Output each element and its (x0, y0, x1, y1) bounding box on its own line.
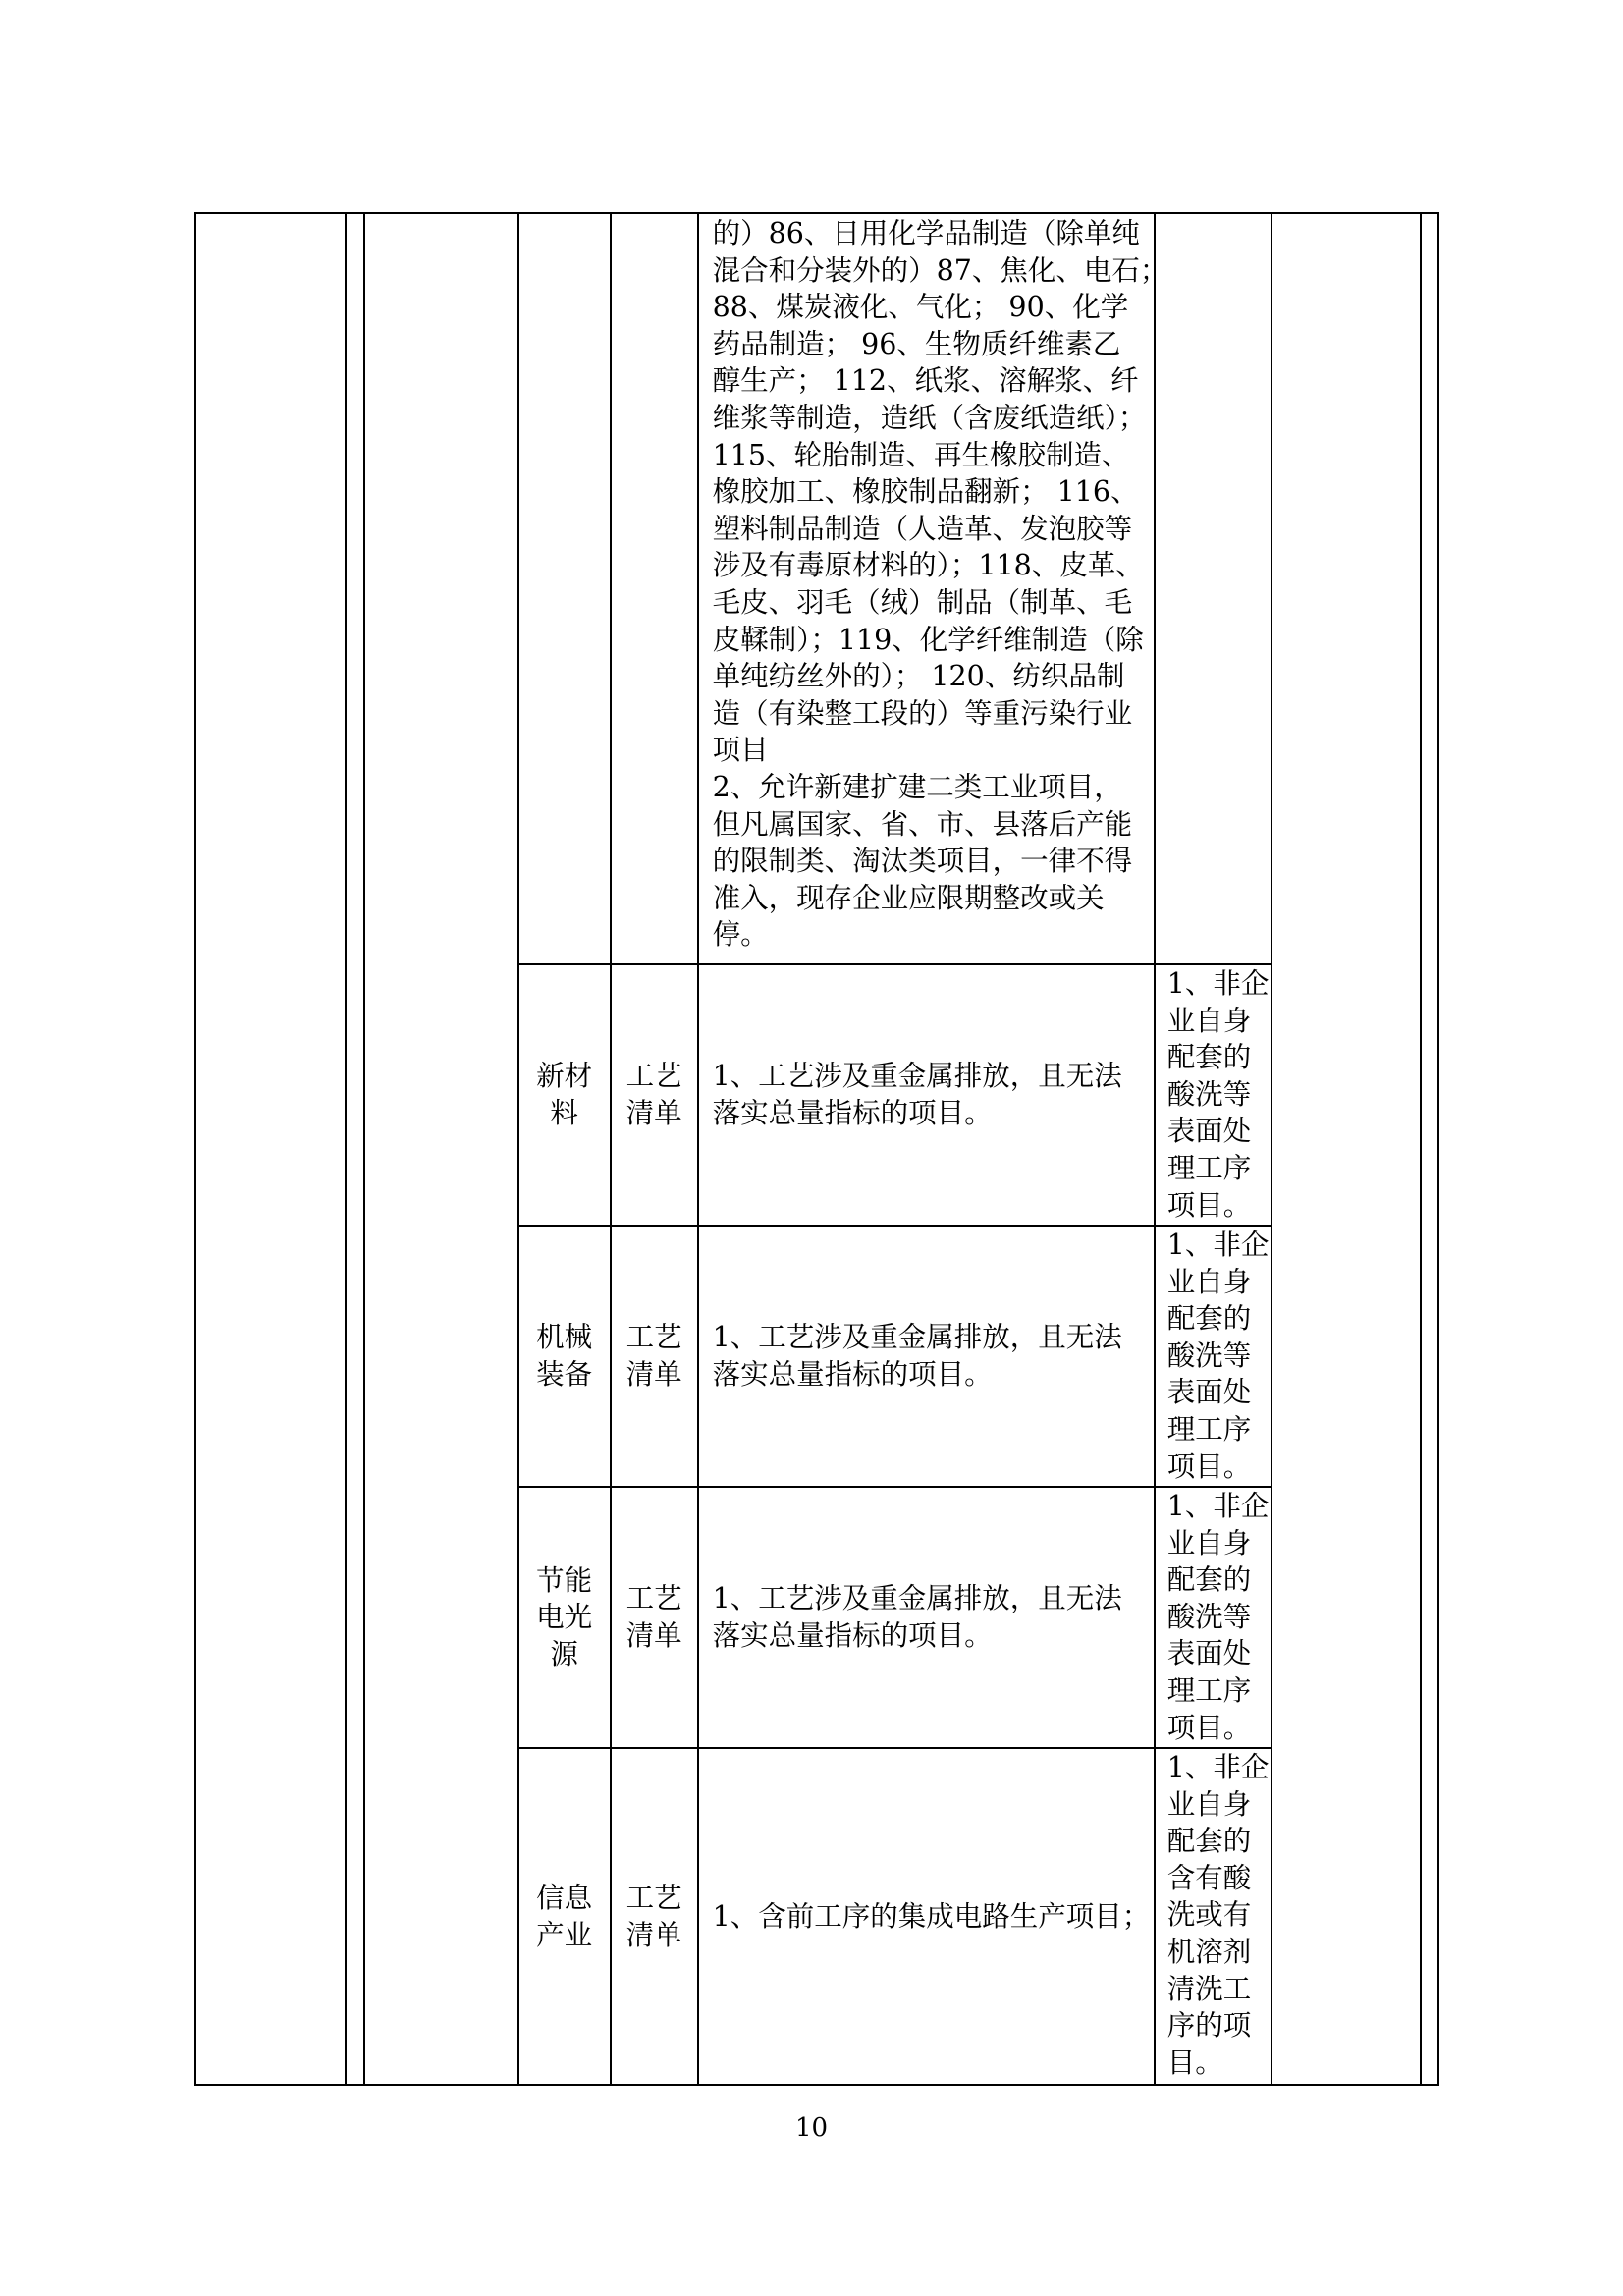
text-line: 工艺 (625, 1321, 682, 1354)
text-line: 信息 (536, 1881, 593, 1914)
text-line: 工艺 (625, 1060, 682, 1093)
text-line: 塑料制品制造（人造革、发泡胶等 (712, 512, 1133, 545)
exception-cell (1155, 964, 1271, 1226)
industry-category-cell (518, 1226, 611, 1487)
merged-cell-region (364, 213, 518, 2085)
text-line: 业自身 (1166, 1265, 1252, 1298)
text-line: 清单 (625, 1358, 682, 1391)
text-line: 115、轮胎制造、再生橡胶制造、 (712, 438, 1130, 471)
text-line: 理工序 (1166, 1151, 1252, 1184)
industry-access-table (194, 212, 1439, 2086)
text-line: 涉及有毒原材料的）；118、皮革、 (712, 549, 1144, 582)
text-line: 配套的 (1166, 1302, 1252, 1336)
merged-cell-edge (1421, 213, 1438, 2085)
text-line: 表面处 (1166, 1376, 1252, 1409)
exception-cell (1155, 1487, 1271, 1748)
table-row-continuation (195, 213, 1438, 964)
text-line: 清单 (625, 1918, 682, 1951)
text-line: 混合和分装外的）87、焦化、电石； (712, 253, 1168, 287)
text-line: 装备 (536, 1358, 593, 1391)
text-line: 项目。 (1166, 1711, 1252, 1744)
text-line: 源 (550, 1637, 578, 1670)
text-line: 项目 (712, 734, 769, 767)
list-type-cell (611, 964, 698, 1226)
text-line: 1、含前工序的集成电路生产项目； (712, 1899, 1151, 1933)
text-line: 准入，现存企业应限期整改或关 (712, 881, 1105, 914)
text-line: 单纯纺丝外的）； 120、纺织品制 (712, 660, 1125, 693)
text-line: 业自身 (1166, 1787, 1252, 1821)
text-line: 橡胶加工、橡胶制品翻新； 116、 (712, 475, 1139, 509)
text-line: 皮鞣制）；119、化学纤维制造（除 (712, 623, 1144, 656)
text-line: 工艺 (625, 1881, 682, 1914)
page-number: 10 (794, 2113, 829, 2143)
text-line: 工艺 (625, 1582, 682, 1615)
text-line: 含有酸 (1166, 1861, 1252, 1894)
text-line: 落实总量指标的项目。 (712, 1358, 993, 1391)
text-line: 1、工艺涉及重金属排放，且无法 (712, 1060, 1122, 1093)
text-line: 酸洗等 (1166, 1600, 1252, 1633)
merged-cell-note (1271, 213, 1421, 2085)
text-line: 目。 (1166, 2046, 1223, 2079)
text-line: 酸洗等 (1166, 1339, 1252, 1372)
requirement-cell (698, 1748, 1155, 2085)
text-line: 1、非企 (1166, 1490, 1270, 1522)
continuation-requirement-cell (698, 213, 1168, 964)
text-line: 表面处 (1166, 1637, 1252, 1670)
text-line: 1、非企 (1166, 967, 1270, 1000)
text-line: 维浆等制造，造纸（含废纸造纸）； (712, 401, 1147, 434)
text-line: 药品制造； 96、生物质纤维素乙 (712, 327, 1121, 360)
text-line: 理工序 (1166, 1673, 1252, 1707)
exception-cell (1155, 1226, 1271, 1487)
text-line: 表面处 (1166, 1115, 1252, 1148)
requirement-cell (698, 1226, 1155, 1487)
merged-cell-zone (195, 213, 346, 2085)
requirement-cell (698, 1487, 1155, 1748)
requirement-cell (698, 964, 1155, 1226)
text-line: 机械 (536, 1321, 593, 1354)
text-line: 1、非企 (1166, 1751, 1270, 1783)
empty-category-cell (518, 213, 611, 964)
text-line: 清单 (625, 1097, 682, 1129)
text-line: 清洗工 (1166, 1972, 1252, 2005)
list-type-cell (611, 1487, 698, 1748)
text-line: 毛皮、羽毛（绒）制品（制革、毛 (712, 585, 1133, 619)
merged-cell-narrow (346, 213, 364, 2085)
text-line: 料 (550, 1097, 578, 1129)
text-line: 新材 (536, 1060, 593, 1093)
text-line: 理工序 (1166, 1412, 1252, 1446)
text-line: 项目。 (1166, 1188, 1252, 1222)
industry-category-cell (518, 964, 611, 1226)
text-line: 酸洗等 (1166, 1077, 1252, 1111)
text-line: 项目。 (1166, 1449, 1252, 1483)
exception-cell (1155, 1748, 1271, 2085)
text-line: 产业 (536, 1918, 593, 1951)
text-line: 1、工艺涉及重金属排放，且无法 (712, 1321, 1122, 1354)
text-line: 1、工艺涉及重金属排放，且无法 (712, 1582, 1122, 1615)
text-line: 落实总量指标的项目。 (712, 1097, 993, 1129)
empty-exception-cell (1155, 213, 1271, 964)
text-line: 1、非企 (1166, 1229, 1270, 1261)
text-line: 88、煤炭液化、气化； 90、化学 (712, 291, 1129, 324)
empty-list-type-cell (611, 213, 698, 964)
text-line: 造（有染整工段的）等重污染行业 (712, 696, 1133, 730)
text-line: 2、允许新建扩建二类工业项目， (712, 770, 1122, 803)
text-line: 业自身 (1166, 1526, 1252, 1559)
text-line: 落实总量指标的项目。 (712, 1619, 993, 1652)
industry-category-cell (518, 1748, 611, 2085)
text-line: 配套的 (1166, 1041, 1252, 1074)
list-type-cell (611, 1226, 698, 1487)
text-line: 洗或有 (1166, 1898, 1252, 1932)
text-line: 机溶剂 (1166, 1935, 1252, 1968)
text-line: 业自身 (1166, 1004, 1252, 1037)
text-line: 配套的 (1166, 1825, 1252, 1858)
list-type-cell (611, 1748, 698, 2085)
text-line: 配套的 (1166, 1563, 1252, 1597)
text-line: 的）86、日用化学品制造（除单纯 (712, 217, 1140, 249)
text-line: 的限制类、淘汰类项目，一律不得 (712, 845, 1133, 878)
text-line: 醇生产； 112、纸浆、溶解浆、纤 (712, 364, 1139, 398)
text-line: 停。 (712, 918, 769, 952)
text-line: 但凡属国家、省、市、县落后产能 (712, 807, 1133, 841)
text-line: 节能 (536, 1563, 593, 1597)
text-line: 清单 (625, 1619, 682, 1652)
text-line: 序的项 (1166, 2009, 1252, 2043)
text-line: 电光 (536, 1601, 593, 1634)
industry-category-cell (518, 1487, 611, 1748)
